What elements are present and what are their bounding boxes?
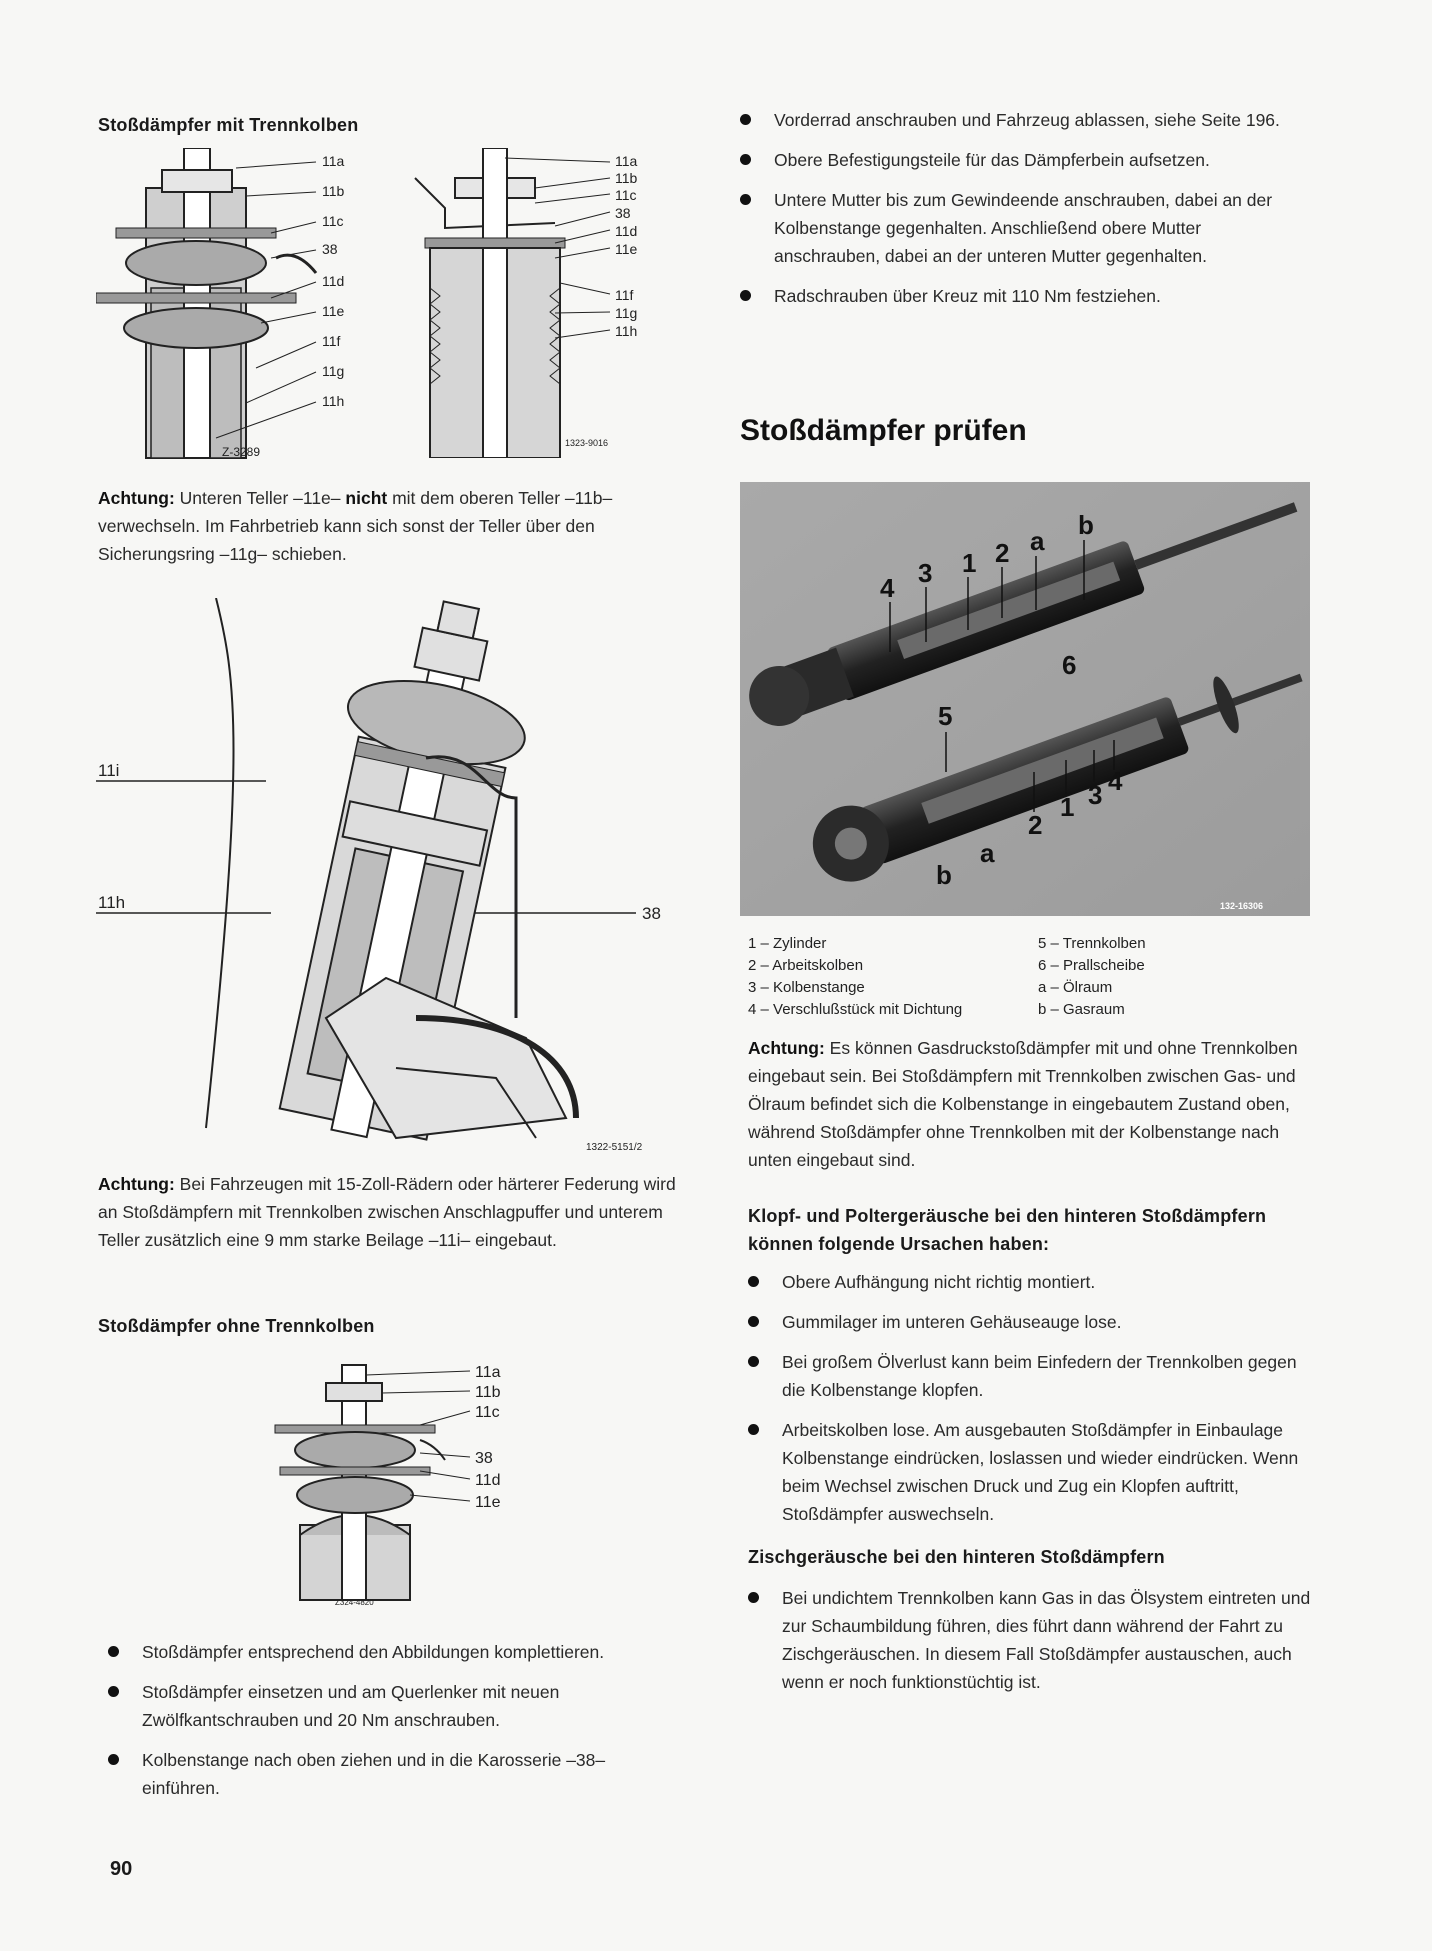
bullet-icon (748, 1316, 759, 1327)
photo-label-3: 3 (1088, 780, 1103, 810)
photo-label-4: 4 (1108, 766, 1123, 796)
installation-steps-list (108, 1638, 678, 1814)
legend-item: 2 – Arbeitskolben (748, 957, 864, 974)
legend-item: 1 – Zylinder (748, 935, 827, 952)
note-text-b: mit dem oberen Teller –11b– verwechseln. Im Fahrbetrieb kann sich sonst der Teller über den Sicherungsring –11g– schieben. (98, 488, 613, 564)
list-item: Obere Befestigungsteile für das Dämpferbein aufsetzen. (740, 146, 1310, 174)
figure-code: 1323-9016 (565, 438, 609, 448)
figure-title-with-separator-piston: Stoßdämpfer mit Trennkolben (98, 115, 359, 135)
photo-code: 132-16306 (1220, 901, 1264, 911)
label-11h: 11h (98, 893, 126, 912)
damper-diagram-with-piston-a (96, 148, 376, 460)
label-11c: 11c (475, 1404, 500, 1421)
legend-item: 4 – Verschlußstück mit Dichtung (748, 1001, 963, 1018)
note-text-a: Unteren Teller –11e– (179, 488, 341, 508)
list-item: Stoßdämpfer entsprechend den Abbildungen komplettieren. (108, 1638, 678, 1666)
figure-code: 1322-5151/2 (586, 1142, 643, 1153)
photo-label-b: b (1078, 510, 1094, 540)
list-item: Gummilager im unteren Gehäuseauge lose. (748, 1308, 1318, 1336)
label-11c: 11c (615, 187, 637, 203)
section-title: Stoßdämpfer prüfen (740, 414, 1027, 447)
label-11d: 11d (615, 223, 638, 239)
label-11g: 11g (322, 363, 345, 379)
label-38: 38 (615, 205, 631, 221)
note-caution-plate (98, 484, 678, 568)
bullet-icon (740, 114, 751, 125)
label-11b: 11b (475, 1384, 501, 1401)
list-item: Vorderrad anschrauben und Fahrzeug ablassen, siehe Seite 196. (740, 106, 1310, 134)
label-11h: 11h (322, 393, 345, 409)
label-11d: 11d (322, 273, 345, 289)
label-11c: 11c (322, 213, 344, 229)
photo-label-b: b (936, 860, 952, 890)
label-11h: 11h (615, 323, 638, 339)
label-38: 38 (475, 1450, 493, 1467)
damper-installation-diagram (96, 598, 716, 1158)
label-11i: 11i (98, 761, 120, 780)
label-11f: 11f (615, 287, 634, 303)
list-item: Obere Aufhängung nicht richtig montiert. (748, 1268, 1318, 1296)
label-11d: 11d (475, 1472, 501, 1489)
label-11e: 11e (322, 303, 345, 319)
list-item: Arbeitskolben lose. Am ausgebauten Stoßdämpfer in Einbaulage Kolbenstange eindrücken, loslassen und wieder eindrücken. Wenn beim Wechsel zwischen Druck und Zug ein Klopfen auftritt, Stoßdämpfer auswechseln. (748, 1416, 1318, 1528)
label-11e: 11e (615, 241, 638, 257)
bullet-icon (108, 1754, 119, 1765)
label-11a: 11a (615, 153, 638, 169)
label-38: 38 (322, 241, 338, 257)
note-label: Achtung: (98, 1174, 175, 1194)
photo-label-2: 2 (1028, 810, 1043, 840)
figure-code: Z-3289 (222, 445, 261, 459)
bullet-icon (748, 1424, 759, 1435)
list-item: Kolbenstange nach oben ziehen und in die Karosserie –38– einführen. (108, 1746, 678, 1802)
knocking-causes-list (748, 1268, 1318, 1540)
list-item: Stoßdämpfer einsetzen und am Querlenker mit neuen Zwölfkantschrauben und 20 Nm anschrauben. (108, 1678, 678, 1734)
bullet-icon (748, 1592, 759, 1603)
legend-item: 3 – Kolbenstange (748, 979, 865, 996)
label-11f: 11f (322, 333, 341, 349)
label-11a: 11a (322, 153, 345, 169)
subheading-knocking-noises: Klopf- und Poltergeräusche bei den hinteren Stoßdämpfern können folgende Ursachen haben: (748, 1206, 1267, 1254)
legend-item: 6 – Prallscheibe (1038, 957, 1145, 974)
label-11a: 11a (475, 1364, 501, 1381)
note-text: Es können Gasdruckstoßdämpfer mit und ohne Trennkolben eingebaut sein. Bei Stoßdämpfern mit Trennkolben zwischen Gas- und Ölraum befindet sich die Kolbenstange in eingebautem Zustand oben, während Stoßdämpfer ohne Trennkolben mit der Kolbenstange nach unten eingebaut sind. (748, 1038, 1298, 1170)
label-11e: 11e (475, 1494, 501, 1511)
figure-code: Z324-4820 (335, 1598, 374, 1605)
photo-label-1: 1 (1060, 792, 1075, 822)
note-text: Bei Fahrzeugen mit 15-Zoll-Rädern oder härterer Federung wird an Stoßdämpfern mit Trennkolben zwischen Anschlagpuffer und unterem Teller zusätzlich eine 9 mm starke Beilage –11i– eingebaut. (98, 1174, 676, 1250)
photo-label-a: a (1030, 526, 1045, 556)
bullet-icon (740, 154, 751, 165)
photo-label-1: 1 (962, 548, 977, 578)
figure-title-without-separator-piston: Stoßdämpfer ohne Trennkolben (98, 1316, 375, 1336)
photo-label-a: a (980, 838, 995, 868)
photo-label-6: 6 (1062, 650, 1077, 680)
bullet-icon (108, 1686, 119, 1697)
photo-label-5: 5 (938, 701, 953, 731)
subheading-hissing-noises: Zischgeräusche bei den hinteren Stoßdämpfern (748, 1547, 1165, 1567)
legend-item: a – Ölraum (1038, 979, 1113, 996)
photo-label-4: 4 (880, 573, 895, 603)
photo-label-3: 3 (918, 558, 933, 588)
hissing-causes-list (748, 1584, 1318, 1708)
list-item: Bei undichtem Trennkolben kann Gas in das Ölsystem eintreten und zur Schaumbildung führen, dies führt dann während der Fahrt zu Zischgeräuschen. In diesem Fall Stoßdämpfer austauschen, auch wenn er noch funktionstüchtig ist. (748, 1584, 1318, 1696)
bullet-icon (748, 1276, 759, 1287)
damper-cutaway-photo (740, 482, 1310, 916)
note-emphasis: nicht (345, 488, 388, 508)
label-11b: 11b (615, 170, 638, 186)
label-11b: 11b (322, 183, 345, 199)
list-item: Bei großem Ölverlust kann beim Einfedern der Trennkolben gegen die Kolbenstange klopfen. (748, 1348, 1318, 1404)
bullet-icon (748, 1356, 759, 1367)
label-38: 38 (642, 904, 661, 923)
bullet-icon (740, 194, 751, 205)
list-item: Radschrauben über Kreuz mit 110 Nm festziehen. (740, 282, 1310, 310)
damper-diagram-with-piston-b (405, 148, 685, 458)
page-number: 90 (110, 1858, 133, 1880)
note-caution-spacer (98, 1170, 678, 1254)
note-caution-mounting (748, 1034, 1318, 1174)
list-item: Untere Mutter bis zum Gewindeende anschrauben, dabei an der Kolbenstange gegenhalten. Anschließend obere Mutter anschrauben, dabei an der unteren Mutter gegenhalten. (740, 186, 1310, 270)
note-label: Achtung: (748, 1038, 825, 1058)
label-11g: 11g (615, 305, 638, 321)
legend-item: 5 – Trennkolben (1038, 935, 1146, 952)
reassembly-steps-list (740, 106, 1310, 322)
bullet-icon (108, 1646, 119, 1657)
bullet-icon (740, 290, 751, 301)
legend-item: b – Gasraum (1038, 1001, 1125, 1018)
damper-diagram-without-piston (270, 1355, 530, 1605)
note-label: Achtung: (98, 488, 175, 508)
photo-legend (748, 934, 1238, 1020)
photo-label-2: 2 (995, 538, 1010, 568)
